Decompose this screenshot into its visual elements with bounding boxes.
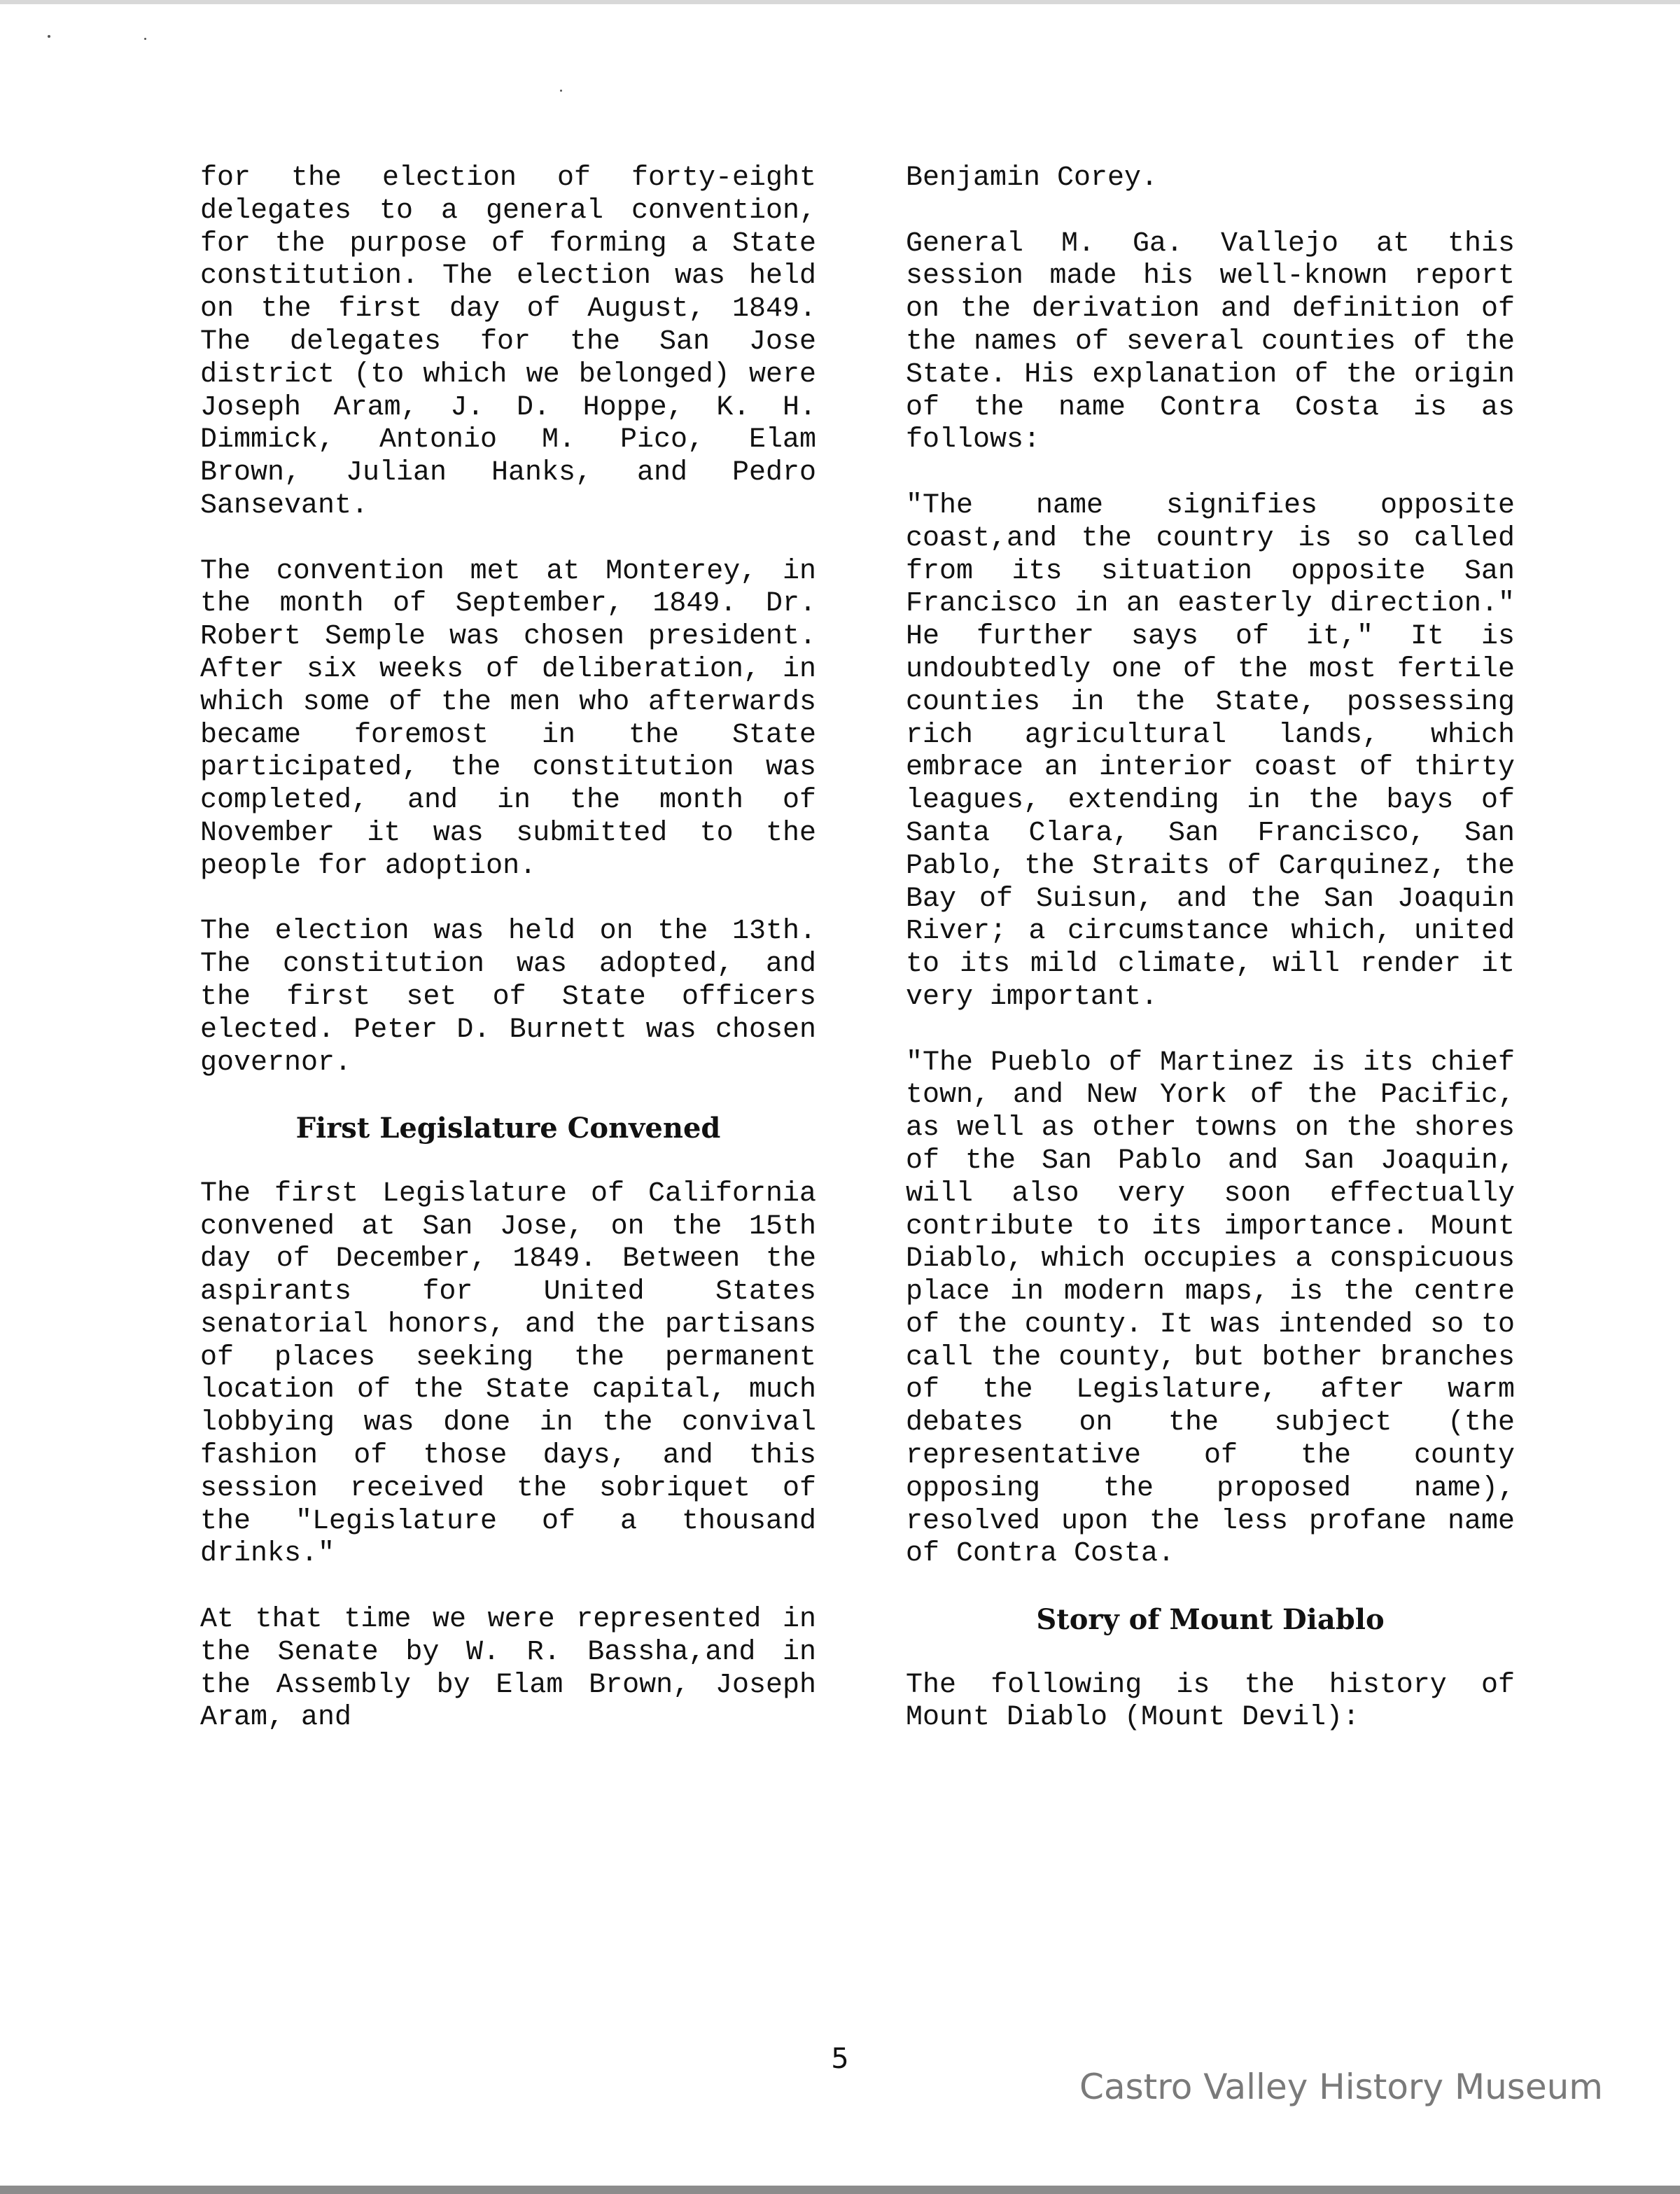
paragraph: Benjamin Corey.: [906, 162, 1158, 194]
paragraph: "The Pueblo of Martinez is its chief town, and New York of the Pacific, as well as other towns on the shores of the San Pablo and San Joaquin, will also very soon effectually contribute to its importance. Mount Diablo, which occupies a conspicuous place in modern maps, is the centre of the county. It was intended so to call the county, but bother branches of the Legislature, after warm debates on the subject (the representative of the county opposing the proposed name), resolved upon the less profane name of Contra Costa.: [906, 1047, 1515, 1570]
paragraph: The following is the history of Mount Diablo (Mount Devil):: [906, 1669, 1515, 1734]
right-column: [906, 162, 1515, 1768]
section-heading: First Legislature Convened: [295, 1112, 721, 1145]
paragraph: The election was held on the 13th. The constitution was adopted, and the first set of State officers elected. Peter D. Burnett was chosen governor.: [200, 916, 816, 1079]
scan-bottom-edge: [0, 2186, 1680, 2194]
paragraph: for the election of forty-eight delegates to a general convention, for the purpose of forming a State constitution. The election was held on the first day of August, 1849. The delegates for the San Jose district (to which we belonged) were Joseph Aram, J. D. Hoppe, K. H. Dimmick, Antonio M. Pico, Elam Brown, Julian Hanks, and Pedro Sansevant.: [200, 162, 816, 522]
scan-speck: [144, 38, 146, 40]
page-number: 5: [831, 2043, 849, 2075]
paragraph: "The name signifies opposite coast,and the country is so called from its situation opposite San Francisco in an easterly direction." He further says of it," It is undoubtedly one of the most fertile counties in the State, possessing rich agricultural lands, which embrace an interior coast of thirty leagues, extending in the bays of Santa Clara, San Francisco, San Pablo, the Straits of Carquinez, the Bay of Suisun, and the San Joaquin River; a circumstance which, united to its mild climate, will render it very important.: [906, 489, 1515, 1013]
museum-watermark: Castro Valley History Museum: [1079, 2067, 1603, 2107]
paragraph: The first Legislature of California convened at San Jose, on the 15th day of December, 1849. Between the aspirants for United States senatorial honors, and the partisans of places seeking the permanent location of the State capital, much lobbying was done in the convival fashion of those days, and this session received the sobriquet of the "Legislature of a thousand drinks.": [200, 1178, 816, 1570]
scan-speck: [560, 90, 562, 92]
scan-top-edge: [0, 0, 1680, 4]
paragraph: General M. Ga. Vallejo at this session made his well-known report on the derivation and definition of the names of several counties of the State. His explanation of the origin of the name Contra Costa is as follows:: [906, 228, 1515, 456]
left-column: [200, 162, 816, 1768]
scan-speck: [48, 35, 50, 38]
paragraph: At that time we were represented in the Senate by W. R. Bassha,and in the Assembly by Elam Brown, Joseph Aram, and: [200, 1604, 816, 1734]
paragraph: The convention met at Monterey, in the month of September, 1849. Dr. Robert Semple was chosen president. After six weeks of deliberation, in which some of the men who afterwards became foremost in the State participated, the constitution was completed, and in the month of November it was submitted to the people for adoption.: [200, 555, 816, 882]
section-heading: Story of Mount Diablo: [1036, 1603, 1385, 1637]
